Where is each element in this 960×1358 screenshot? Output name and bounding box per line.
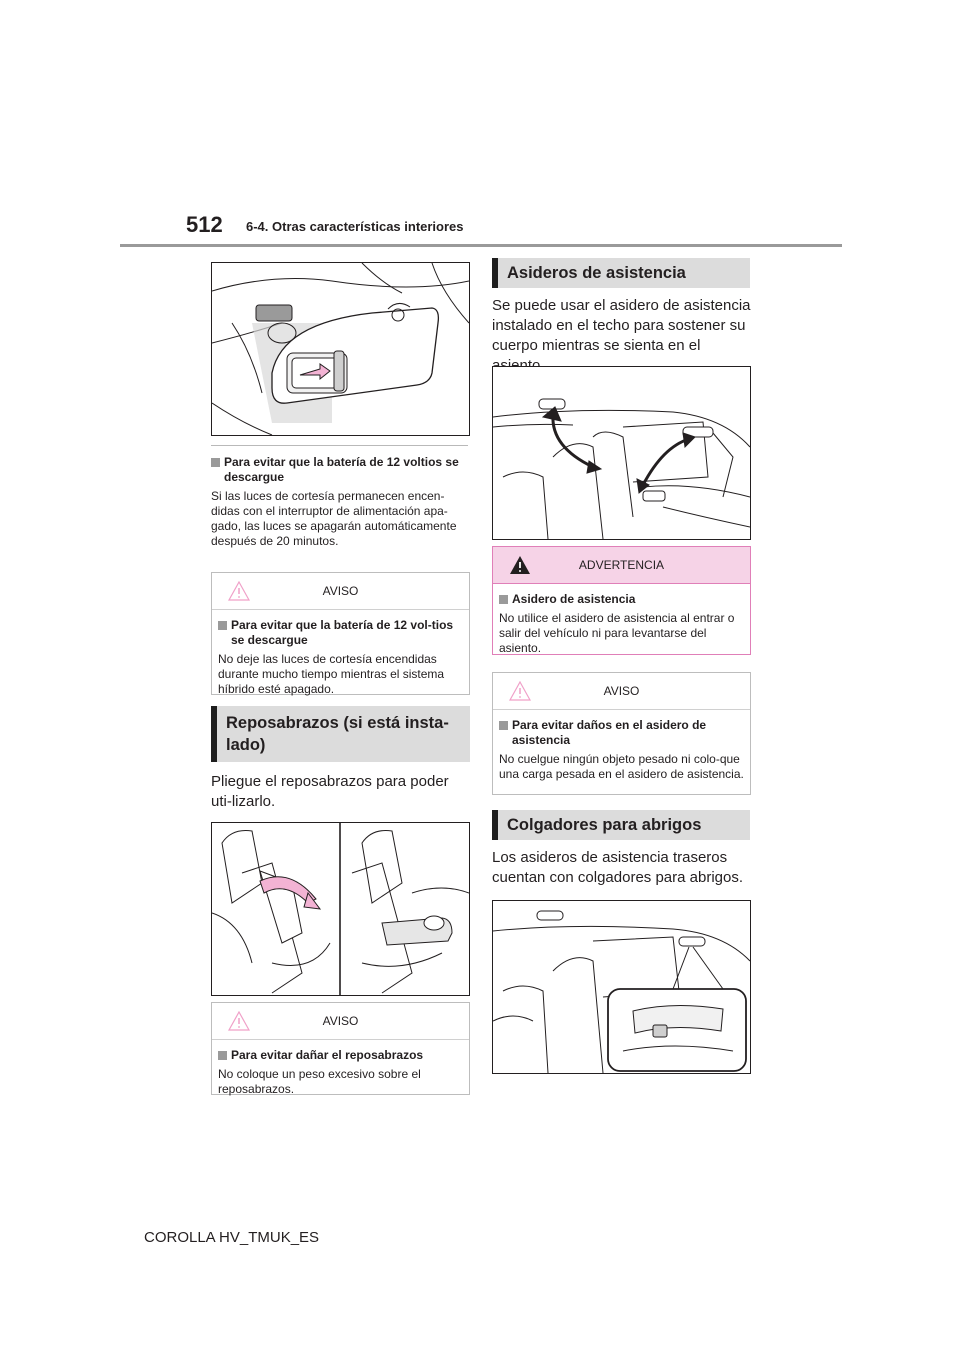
notice-header xyxy=(212,573,469,610)
notice-title: Para evitar que la batería de 12 vol-tios se descargue xyxy=(218,618,463,648)
battery-note-body: Si las luces de cortesía permanecen encen-didas con el interruptor de alimentación apa-gado, las luces se apagarán automáticamente después de 20 minutos. xyxy=(211,489,457,548)
battery-note-title: Para evitar que la batería de 12 voltios se descargue xyxy=(211,455,471,485)
square-bullet-icon xyxy=(211,458,220,467)
square-bullet-icon xyxy=(218,1051,227,1060)
caution-triangle-icon xyxy=(228,581,250,601)
handles-paragraph: Se puede usar el asidero de asistencia instalado en el techo para sostener su cuerpo mientras se sienta en el xyxy=(492,297,751,354)
warning-label: ADVERTENCIA xyxy=(578,558,665,572)
armrest-illustration xyxy=(211,822,470,996)
vanity-light-illustration xyxy=(211,262,470,436)
notice-body: No cuelgue ningún objeto pesado ni colo-que una carga pesada en el asidero de asistencia. xyxy=(499,752,744,781)
hangers-paragraph: Los asideros de asistencia traseros cuentan con colgadores para abrigos. xyxy=(492,849,744,886)
divider xyxy=(211,445,468,446)
page-number: 512 xyxy=(186,212,223,237)
square-bullet-icon xyxy=(499,595,508,604)
battery-note xyxy=(211,455,471,549)
notice-body: No deje las luces de cortesía encendidas durante mucho tiempo mientras el sistema híbrido esté apagado. xyxy=(218,652,445,696)
square-bullet-icon xyxy=(499,721,508,730)
notice-box xyxy=(211,1002,470,1095)
notice-box xyxy=(211,572,470,695)
square-bullet-icon xyxy=(218,621,227,630)
header-rule xyxy=(120,244,842,247)
warning-triangle-icon xyxy=(509,555,531,575)
assist-grip-illustration xyxy=(492,366,751,540)
notice-title: Para evitar dañar el reposabrazos xyxy=(218,1048,463,1063)
armrest-paragraph: Pliegue el reposabrazos para poder uti-lizarlo. xyxy=(211,773,449,810)
caution-triangle-icon xyxy=(228,1011,250,1031)
notice-body: No coloque un peso excesivo sobre el reposabrazos. xyxy=(218,1067,421,1096)
warning-body: No utilice el asidero de asistencia al entrar o salir del vehículo ni para levantarse del asiento. xyxy=(499,611,735,655)
notice-box xyxy=(492,672,751,795)
coat-hanger-illustration xyxy=(492,900,751,1074)
caution-triangle-icon xyxy=(509,681,531,701)
warning-title: Asidero de asistencia xyxy=(499,592,744,607)
notice-label: AVISO xyxy=(322,584,359,598)
notice-label: AVISO xyxy=(603,684,640,698)
handles-heading: Asideros de asistencia xyxy=(492,258,750,288)
hangers-heading: Colgadores para abrigos xyxy=(492,810,750,840)
notice-header xyxy=(493,673,750,710)
notice-label: AVISO xyxy=(322,1014,359,1028)
section-title: 6-4. Otras características interiores xyxy=(246,219,464,234)
notice-header xyxy=(212,1003,469,1040)
warning-box xyxy=(492,546,751,655)
notice-title: Para evitar daños en el asidero de asistencia xyxy=(499,718,744,748)
armrest-heading: Reposabrazos (si está insta-lado) xyxy=(211,706,470,762)
footer-model: COROLLA HV_TMUK_ES xyxy=(144,1229,320,1246)
warning-header xyxy=(493,547,750,584)
